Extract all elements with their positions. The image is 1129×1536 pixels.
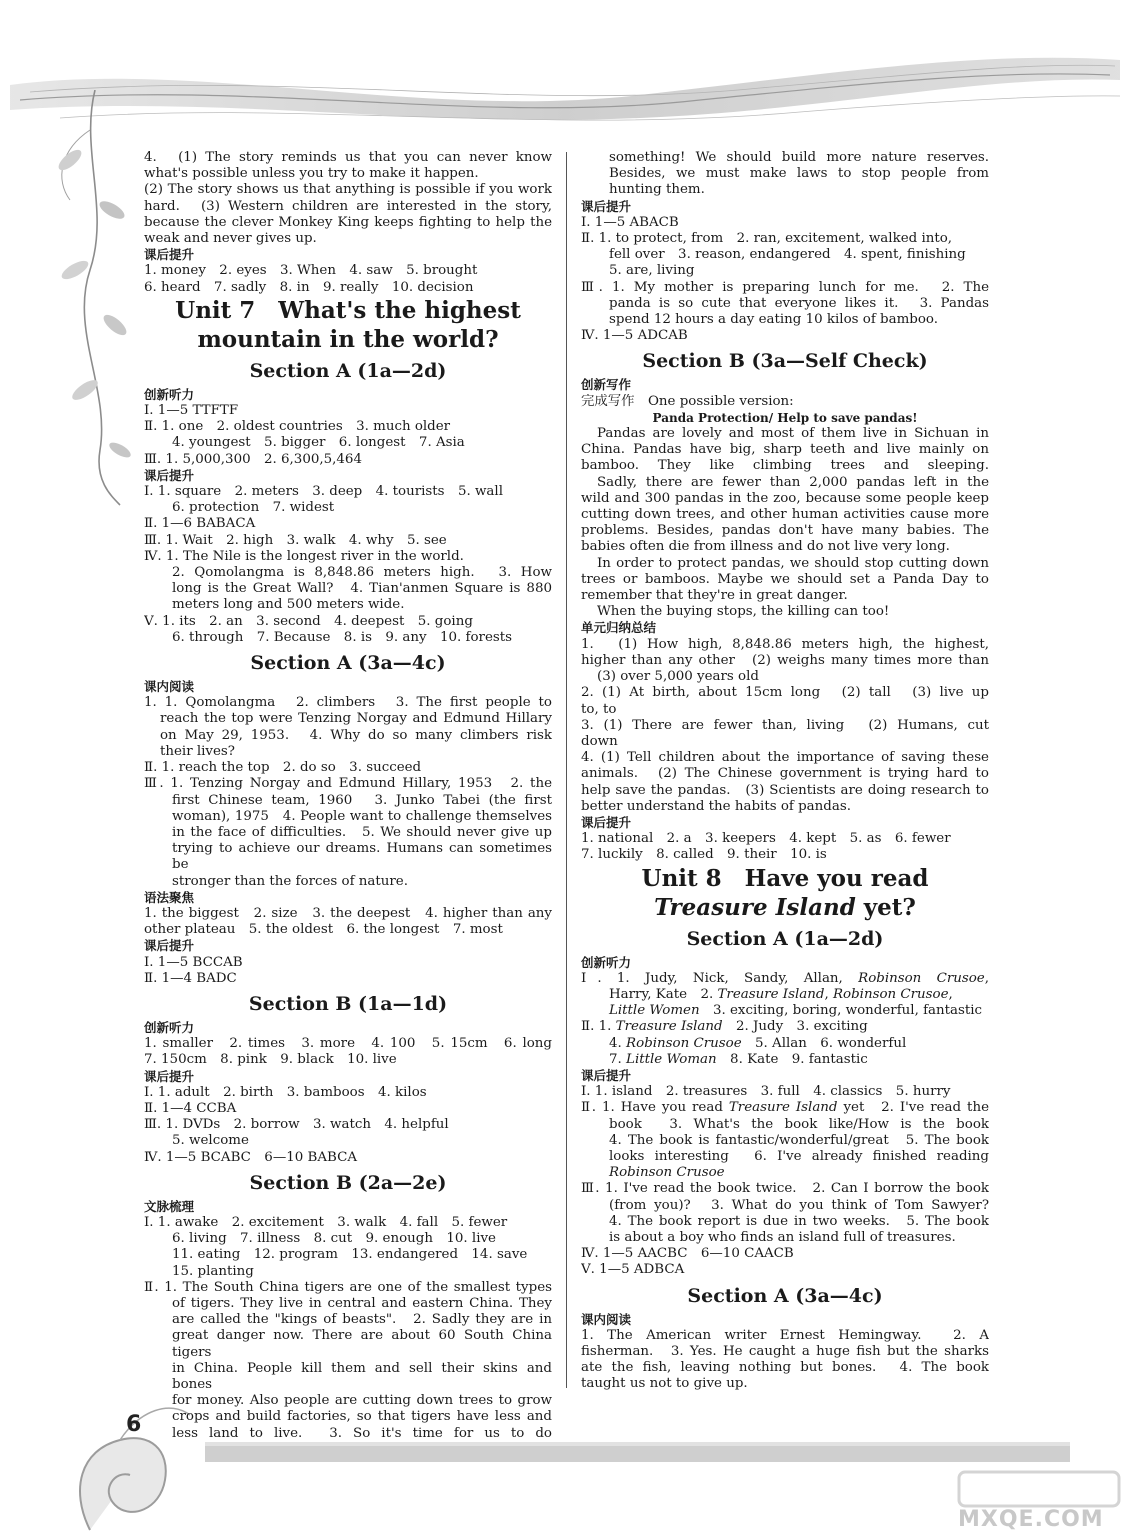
answer-line: Ⅲ. 1. Wait 2. high 3. walk 4. why 5. see (144, 532, 447, 548)
answer-line: Ⅴ. 1. its 2. an 3. second 4. deepest 5. going (144, 613, 473, 629)
answer-line: Ⅱ. 1. to protect, from 2. ran, excitement, walked into, (581, 231, 953, 247)
answer-line: Ⅰ. 1. awake 2. excitement 3. walk 4. fall 5. fewer (144, 1214, 508, 1230)
answer-line: 4. The book report is due in two weeks. 5. The book (609, 1213, 989, 1229)
answer-line: Little Women 3. exciting, boring, wonderful, fantastic (609, 1003, 983, 1019)
section-label: 创新写作 (581, 377, 632, 393)
answer-line: Ⅱ. 1. The South China tigers are one of the smallest types (144, 1279, 552, 1295)
answer-line: Ⅴ. 1—5 ADBCA (581, 1262, 685, 1278)
answer-line: bamboo. They like climbing trees and sleeping. (581, 458, 989, 474)
answer-line: crops and build factories, so that tigers have less and (172, 1409, 552, 1425)
answer-line: Ⅱ. 1. one 2. oldest countries 3. much older (144, 419, 451, 435)
answer-line: less land to live. 3. So it's time for us to do (172, 1425, 552, 1441)
answer-line: Ⅰ. 1. adult 2. birth 3. bamboos 4. kilos (144, 1084, 427, 1100)
answer-line: something! We should build more nature reserves. (609, 150, 989, 165)
answer-line: Ⅱ. 1—4 CCBA (144, 1100, 237, 1116)
answer-line: Ⅲ. 1. My mother is preparing lunch for me. 2. The (581, 279, 989, 295)
answer-line: to, to (581, 701, 617, 717)
answer-line: Harry, Kate 2. Treasure Island, Robinson Crusoe, (609, 986, 953, 1002)
section-label: 课后提升 (581, 198, 632, 214)
section-label: 课后提升 (144, 938, 195, 954)
answer-line: Ⅰ. 1—5 BCCAB (144, 954, 243, 970)
answer-line: 7. luckily 8. called 9. their 10. is (581, 847, 827, 863)
answer-line: (2) The story shows us that anything is possible if you work (144, 182, 552, 198)
left-column (144, 150, 552, 1442)
answer-line: trees or bamboos. Maybe we should set a Panda Day to (581, 571, 989, 587)
answer-line: 4. Robinson Crusoe 5. Allan 6. wonderful (609, 1035, 907, 1051)
answer-line: (3) over 5,000 years old (597, 669, 759, 685)
answer-line: 15. planting (172, 1263, 254, 1279)
answer-line: Ⅰ. 1. square 2. meters 3. deep 4. tourists 5. wall (144, 484, 503, 500)
answer-line: wild and 300 pandas in the zoo, because some people keep (581, 490, 989, 506)
answer-line: 3. (1) There are fewer than, living (2) Humans, cut (581, 717, 989, 733)
answer-line: 7. Little Woman 8. Kate 9. fantastic (609, 1051, 868, 1067)
answer-line: book 3. What's the book like/How is the book (609, 1116, 989, 1132)
answer-line: remember that they're in great danger. (581, 588, 848, 604)
unit-title: Unit 8 Have you read (641, 864, 929, 892)
section-label: 课后提升 (581, 814, 632, 830)
answer-line: 1. smaller 2. times 3. more 4. 100 5. 15cm 6. long (144, 1036, 552, 1052)
answer-line: spend 12 hours a day eating 10 kilos of bamboo. (609, 312, 939, 328)
answer-line: looks interesting 6. I've already finished reading (609, 1148, 989, 1164)
answer-line: Besides, we must make laws to stop people from (609, 166, 989, 182)
section-heading: Section B (3a—Self Check) (642, 350, 928, 373)
answer-line: When the buying stops, the killing can too! (597, 604, 890, 620)
answer-line: Ⅱ. 1—4 BADC (144, 970, 237, 986)
answer-line: panda is so cute that everyone likes it. 3. Pandas (609, 295, 989, 311)
answer-line: down (581, 733, 618, 749)
answer-line: 1. money 2. eyes 3. When 4. saw 5. brought (144, 263, 478, 279)
answer-line: China. Pandas have big, sharp teeth and live mainly on (581, 442, 989, 458)
answer-line: Ⅱ. 1—6 BABACA (144, 516, 256, 532)
answer-line: what's possible unless you try to make it happen. (144, 166, 479, 182)
answer-line: 4. youngest 5. bigger 6. longest 7. Asia (172, 435, 465, 451)
answer-line: 2. (1) At birth, about 15cm long (2) tall (3) live up (581, 685, 989, 701)
answer-line: hunting them. (609, 182, 705, 198)
section-heading: Section A (3a—4c) (687, 1284, 883, 1307)
answer-line: babies often die from illness and do not live very long. (581, 539, 950, 555)
answer-line: 4. (1) Tell children about the importance of saving these (581, 750, 989, 766)
answer-line: problems. Besides, pandas don't have many babies. The (581, 523, 989, 539)
answer-line: help save the pandas. (3) Scientists are doing research to (581, 782, 989, 798)
unit-title-suffix: yet? (855, 893, 916, 921)
unit-title (581, 893, 989, 922)
answer-line: Ⅲ. 1. 5,000,300 2. 6,300,5,464 (144, 451, 362, 467)
answer-line: Ⅰ. 1. island 2. treasures 3. full 4. classics 5. hurry (581, 1084, 951, 1100)
answer-line: (from you)? 3. What do you think of Tom Sawyer? (609, 1197, 989, 1213)
answer-line: Ⅰ. 1. Judy, Nick, Sandy, Allan, Robinson Crusoe, (581, 970, 989, 986)
answer-line: Ⅱ. 1. Have you read Treasure Island yet 2. I've read the (581, 1100, 989, 1116)
answer-line: Ⅱ. 1. Treasure Island 2. Judy 3. exciting (581, 1019, 868, 1035)
section-heading: Section A (1a—2d) (249, 359, 447, 382)
answer-line: are called the "kings of beasts". 2. Sadly they are in (172, 1312, 552, 1328)
answer-line: 1. (1) How high, 8,848.86 meters high, the highest, (581, 636, 989, 652)
answer-line: for money. Also people are cutting down trees to grow (172, 1393, 552, 1409)
unit-title: mountain in the world? (197, 325, 499, 353)
section-label: 课后提升 (144, 467, 195, 483)
answer-line: Ⅳ. 1—5 ADCAB (581, 328, 688, 344)
answer-line: ate the fish, leaving nothing but bones. 4. The book (581, 1360, 989, 1376)
answer-line: great danger now. There are about 60 South China tigers (172, 1328, 552, 1360)
section-label: 课内阅读 (144, 679, 195, 695)
answer-line: because the clever Monkey King keeps fighting to help the (144, 214, 552, 230)
answer-line: Ⅰ. 1—5 ABACB (581, 214, 679, 230)
top-ribbon-decoration (0, 0, 1129, 160)
answer-line: Ⅲ. 1. I've read the book twice. 2. Can I borrow the book (581, 1181, 989, 1197)
answer-line: Robinson Crusoe (609, 1165, 725, 1181)
answer-line: woman), 1975 4. People want to challenge themselves (172, 808, 552, 824)
answer-line: 11. eating 12. program 13. endangered 14. save (172, 1247, 528, 1263)
section-label: 课后提升 (144, 247, 195, 263)
answer-line: Ⅰ. 1—5 TTFTF (144, 403, 239, 419)
answer-line: Ⅲ. 1. Tenzing Norgay and Edmund Hillary, 1953 2. the (144, 776, 552, 792)
answer-line: 6. protection 7. widest (172, 500, 335, 516)
answer-line: 1. the biggest 2. size 3. the deepest 4. higher than any (144, 905, 552, 921)
answer-line: on May 29, 1953. 4. Why do so many climbers risk (160, 727, 552, 743)
essay-title: Panda Protection/ Help to save pandas! (652, 410, 918, 425)
answer-line: Ⅲ. 1. DVDs 2. borrow 3. watch 4. helpful (144, 1117, 449, 1133)
answer-line: 1. national 2. a 3. keepers 4. kept 5. as 6. fewer (581, 831, 951, 847)
section-label: 文脉梳理 (144, 1198, 195, 1214)
answer-line: weak and never gives up. (144, 231, 317, 247)
answer-line: 5. are, living (609, 263, 695, 279)
section-label: 创新听力 (144, 386, 195, 402)
unit-title-book: Treasure Island (654, 893, 856, 921)
section-label: 语法聚焦 (144, 889, 195, 905)
column-divider (566, 152, 567, 1388)
answer-line: 5. welcome (172, 1133, 249, 1149)
watermark-text: MXQE.COM (958, 1507, 1104, 1532)
answer-line: Ⅳ. 1. The Nile is the longest river in the world. (144, 548, 464, 564)
answer-line: higher than any other (2) weighs many times more than (581, 652, 989, 668)
section-label: 创新听力 (144, 1019, 195, 1035)
right-column (581, 150, 989, 1393)
page-number: 6 (126, 1412, 142, 1437)
answer-line: cutting down trees, and other human activities cause more (581, 507, 989, 523)
section-label: 课后提升 (144, 1068, 195, 1084)
answer-line: 4. The book is fantastic/wonderful/great 5. The book (609, 1132, 989, 1148)
answer-line: 4. (1) The story reminds us that you can never know (144, 150, 552, 165)
answer-line: fisherman. 3. Yes. He caught a huge fish but the sharks (581, 1344, 989, 1359)
answer-line: animals. (2) The Chinese government is trying hard to (581, 766, 989, 782)
answer-line: stronger than the forces of nature. (172, 873, 408, 889)
vine-decoration (0, 90, 150, 510)
answer-line: fell over 3. reason, endangered 4. spent, finishing (609, 247, 966, 263)
answer-line: in China. People kill them and sell their skins and bones (172, 1360, 552, 1392)
answer-line: 1. 1. Qomolangma 2. climbers 3. The first people to (144, 695, 552, 711)
section-heading: Section A (3a—4c) (250, 652, 446, 675)
answer-line: 1. The American writer Ernest Hemingway. 2. A (581, 1327, 989, 1343)
section-heading: Section B (1a—1d) (248, 992, 448, 1015)
answer-line: Sadly, there are fewer than 2,000 pandas left in the (597, 474, 989, 490)
answer-line: long is the Great Wall? 4. Tian'anmen Square is 880 (172, 581, 552, 597)
answer-line: their lives? (160, 743, 235, 759)
answer-line: Ⅳ. 1—5 AACBC 6—10 CAACB (581, 1246, 794, 1262)
answer-line: reach the top were Tenzing Norgay and Edmund Hillary (160, 711, 552, 727)
answer-line: of tigers. They live in central and eastern China. They (172, 1295, 552, 1311)
answer-line: hard. (3) Western children are interested in the story, (144, 198, 552, 214)
answer-line: trying to achieve our dreams. Humans can sometimes be (172, 841, 552, 873)
answer-line: Ⅳ. 1—5 BCABC 6—10 BABCA (144, 1149, 358, 1165)
section-label: 课后提升 (581, 1067, 632, 1083)
answer-line: Pandas are lovely and most of them live in Sichuan in (597, 426, 989, 442)
answer-line: meters long and 500 meters wide. (172, 597, 405, 613)
section-label: 课内阅读 (581, 1311, 632, 1327)
answer-line: other plateau 5. the oldest 6. the longest 7. most (144, 922, 503, 938)
answer-line: better understand the habits of pandas. (581, 798, 851, 814)
section-heading: Section B (2a—2e) (249, 1171, 447, 1194)
answer-line: in the face of difficulties. 5. We should never give up (172, 824, 552, 840)
answer-line: Ⅱ. 1. reach the top 2. do so 3. succeed (144, 760, 422, 776)
answer-line: taught us not to give up. (581, 1376, 748, 1392)
answer-line: 2. Qomolangma is 8,848.86 meters high. 3. How (172, 565, 552, 581)
section-heading: Section A (1a—2d) (686, 927, 884, 950)
answer-line: first Chinese team, 1960 3. Junko Tabei (the first (172, 792, 552, 808)
answer-line: 6. through 7. Because 8. is 9. any 10. forests (172, 629, 512, 645)
answer-line: 7. 150cm 8. pink 9. black 10. live (144, 1052, 397, 1068)
unit-title: Unit 7 What's the highest (175, 296, 521, 324)
answer-line: 完成写作 One possible version: (581, 393, 794, 409)
section-label: 创新听力 (581, 954, 632, 970)
answer-line: is about a boy who finds an island full of treasures. (609, 1229, 956, 1245)
answer-line: 6. living 7. illness 8. cut 9. enough 10. live (172, 1231, 496, 1247)
section-label: 单元归纳总结 (581, 620, 657, 636)
answer-line: 6. heard 7. sadly 8. in 9. really 10. decision (144, 279, 474, 295)
answer-line: In order to protect pandas, we should stop cutting down (597, 555, 989, 571)
